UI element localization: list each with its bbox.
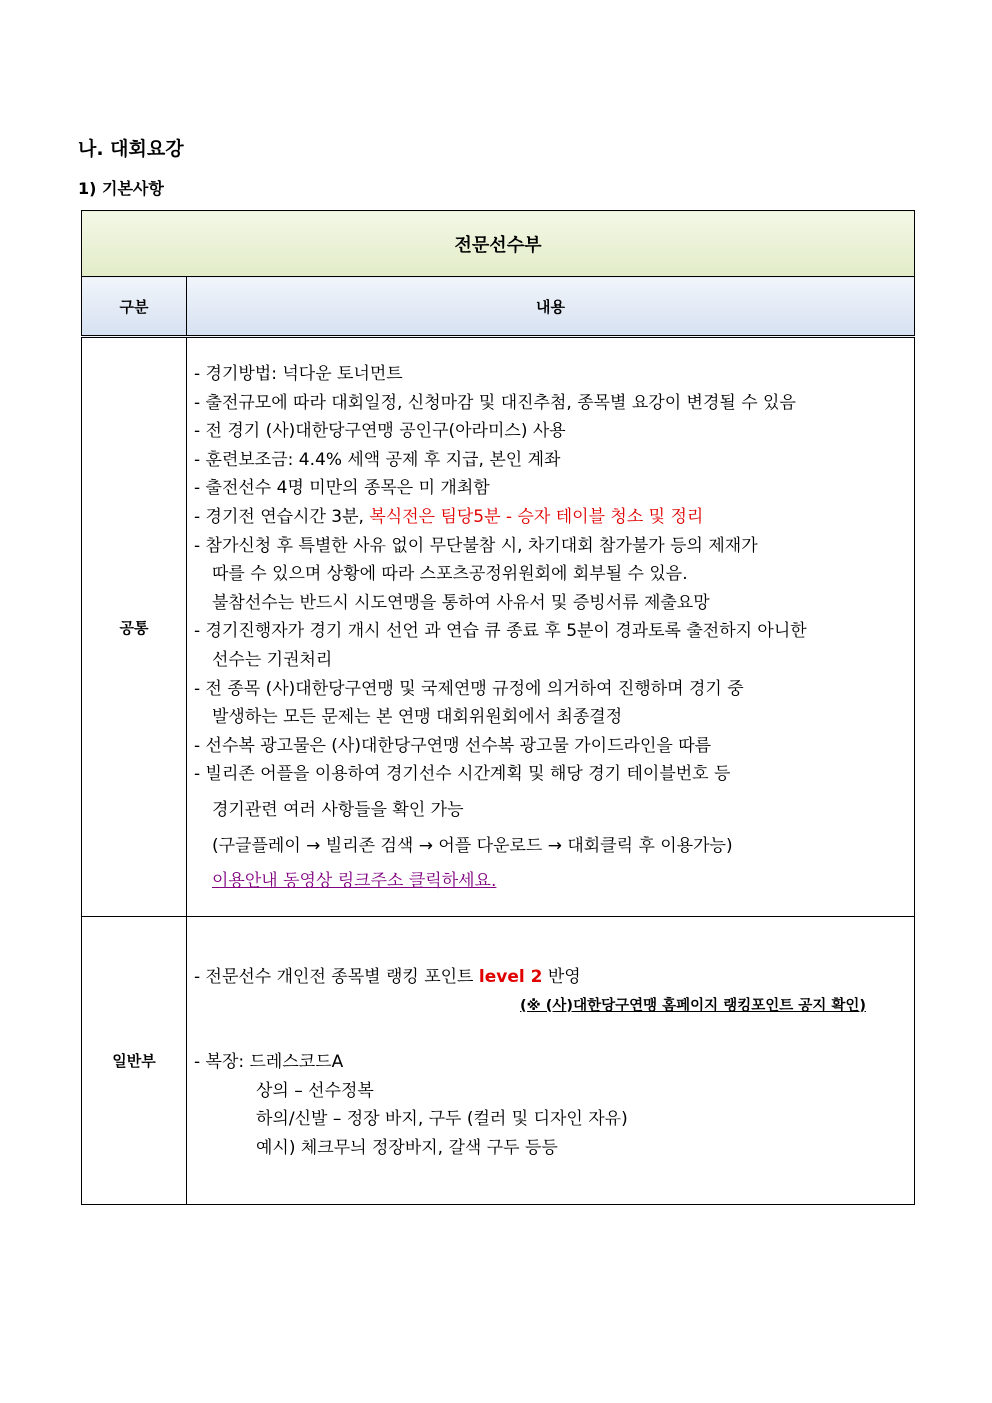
ranking-line [194, 963, 908, 992]
title-row [82, 211, 915, 277]
rule-regulations: - 전 종목 (사)대한당구연맹 및 국제연맹 규정에 의거하여 진행하며 경기 중 [194, 678, 744, 699]
rule-app-steps: (구글플레이 → 빌리존 검색 → 어플 다운로드 → 대회클릭 후 이용가능) [212, 835, 733, 856]
guide-video-link[interactable]: 이용안내 동영상 링크주소 클릭하세요. [212, 871, 497, 892]
subsection-heading: 1) 기본사항 [78, 179, 164, 198]
general-label: 일반부 [82, 917, 187, 1205]
common-label: 공통 [82, 337, 187, 917]
ranking-level: level 2 [478, 967, 543, 987]
rules-table [81, 210, 915, 1205]
ranking-notice: (※ (사)대한당구연맹 홈페이지 랭킹포인트 공지 확인) [520, 997, 867, 1014]
rule-app: - 빌리존 어플을 이용하여 경기선수 시간계획 및 해당 경기 테이블번호 등 [194, 764, 731, 785]
rule-match-format: - 경기방법: 넉다운 토너먼트 [194, 364, 403, 384]
rule-forfeit-cont: 선수는 기권처리 [212, 649, 333, 670]
rule-regulations-cont: 발생하는 모든 문제는 본 연맹 대회위원회에서 최종결정 [212, 707, 623, 728]
header-row [82, 277, 915, 337]
common-content [187, 337, 915, 917]
general-row [82, 917, 915, 1205]
doubles-practice-highlight: 복식전은 팀당5분 - 승자 테이블 청소 및 정리 [369, 506, 704, 527]
dress-code: - 복장: 드레스코드A [194, 1052, 344, 1073]
rule-practice-time [194, 503, 908, 532]
header-content: 내용 [187, 277, 915, 337]
rule-min-players: - 출전선수 4명 미만의 종목은 미 개최함 [194, 478, 490, 499]
section-heading: 나. 대회요강 [78, 138, 184, 160]
practice-time-text: - 경기전 연습시간 3분, [194, 506, 370, 527]
ranking-prefix: - 전문선수 개인전 종목별 랭킹 포인트 [194, 967, 479, 987]
rule-app-cont: 경기관련 여러 사항들을 확인 가능 [212, 799, 464, 820]
dress-example: 예시) 체크무늬 정장바지, 갈색 구두 등등 [256, 1137, 558, 1158]
general-content [187, 917, 915, 1205]
header-category: 구분 [82, 277, 187, 337]
rule-no-show-cont: 따를 수 있으며 상황에 따라 스포츠공정위원회에 회부될 수 있음. [212, 564, 688, 585]
rule-no-show-docs: 불참선수는 반드시 시도연맹을 통하여 사유서 및 증빙서류 제출요망 [212, 592, 710, 613]
rule-schedule-change: - 출전규모에 따라 대회일정, 신청마감 및 대진추첨, 종목별 요강이 변경될 수 있음 [194, 392, 796, 413]
dress-top: 상의 – 선수정복 [256, 1080, 374, 1101]
rule-forfeit: - 경기진행자가 경기 개시 선언 과 연습 큐 종료 후 5분이 경과토록 출전하지 아니한 [194, 621, 807, 642]
dress-bottom: 하의/신발 – 정장 바지, 구두 (컬러 및 디자인 자유) [256, 1109, 628, 1130]
common-row [82, 337, 915, 917]
rule-subsidy: - 훈련보조금: 4.4% 세액 공제 후 지급, 본인 계좌 [194, 449, 561, 470]
ranking-suffix: 반영 [542, 967, 581, 987]
rule-no-show: - 참가신청 후 특별한 사유 없이 무단불참 시, 차기대회 참가불가 등의 제재가 [194, 535, 758, 556]
table-title: 전문선수부 [82, 211, 915, 277]
rule-official-ball: - 전 경기 (사)대한당구연맹 공인구(아라미스) 사용 [194, 421, 566, 442]
rule-uniform-ads: - 선수복 광고물은 (사)대한당구연맹 선수복 광고물 가이드라인을 따름 [194, 735, 712, 756]
